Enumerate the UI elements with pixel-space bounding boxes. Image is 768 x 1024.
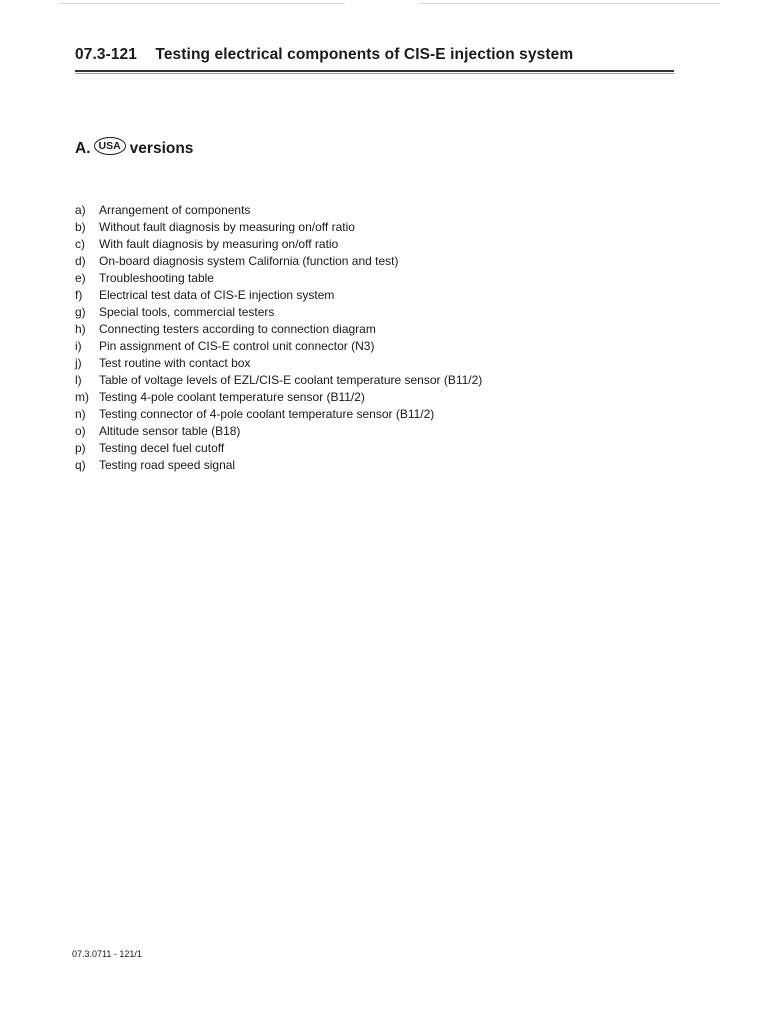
section-title: versions <box>129 140 194 157</box>
list-item-letter: m) <box>75 390 89 404</box>
list-item <box>75 440 482 457</box>
list-item-text: Testing 4-pole coolant temperature sensor (B11/2) <box>99 390 365 404</box>
list-item-letter: a) <box>75 203 86 217</box>
list-item-text: On-board diagnosis system California (function and test) <box>99 254 399 268</box>
list-item <box>75 321 482 338</box>
section-prefix: A. <box>75 140 91 157</box>
list-item-text: With fault diagnosis by measuring on/off ratio <box>99 237 339 251</box>
list-item-letter: f) <box>75 288 83 302</box>
list-item-text: Arrangement of components <box>99 203 251 217</box>
list-item <box>75 338 482 355</box>
table-of-contents <box>75 202 482 474</box>
header-divider <box>75 70 674 72</box>
list-item-text: Electrical test data of CIS-E injection system <box>99 288 335 302</box>
list-item-letter: n) <box>75 407 86 421</box>
list-item <box>75 219 482 236</box>
list-item-letter: p) <box>75 441 86 455</box>
list-item <box>75 304 482 321</box>
list-item-text: Testing connector of 4-pole coolant temperature sensor (B11/2) <box>99 407 435 421</box>
list-item <box>75 423 482 440</box>
list-item-letter: o) <box>75 424 86 438</box>
page-header <box>75 46 675 64</box>
list-item-letter: i) <box>75 339 82 353</box>
list-item <box>75 253 482 270</box>
list-item-text: Connecting testers according to connection diagram <box>99 322 376 336</box>
list-item-letter: e) <box>75 271 86 285</box>
list-item-letter: d) <box>75 254 86 268</box>
list-item <box>75 236 482 253</box>
list-item <box>75 287 482 304</box>
list-item-text: Pin assignment of CIS-E control unit connector (N3) <box>99 339 375 353</box>
list-item-letter: g) <box>75 305 86 319</box>
list-item <box>75 406 482 423</box>
list-item-letter: l) <box>75 373 82 387</box>
list-item-text: Without fault diagnosis by measuring on/off ratio <box>99 220 355 234</box>
list-item <box>75 202 482 219</box>
list-item-text: Special tools, commercial testers <box>99 305 275 319</box>
section-heading <box>75 140 193 158</box>
list-item <box>75 457 482 474</box>
usa-badge-icon: USA <box>94 137 126 155</box>
list-item <box>75 270 482 287</box>
list-item-text: Testing decel fuel cutoff <box>99 441 225 455</box>
list-item-letter: j) <box>75 356 82 370</box>
list-item-text: Test routine with contact box <box>99 356 251 370</box>
list-item-letter: b) <box>75 220 86 234</box>
list-item-letter: q) <box>75 458 86 472</box>
page-footer-ref: 07.3.0711 - 121/1 <box>72 949 142 959</box>
list-item-text: Troubleshooting table <box>99 271 214 285</box>
list-item-letter: h) <box>75 322 86 336</box>
list-item-text: Altitude sensor table (B18) <box>99 424 241 438</box>
list-item <box>75 389 482 406</box>
list-item <box>75 372 482 389</box>
page-title: Testing electrical components of CIS-E injection system <box>155 46 574 63</box>
list-item-letter: c) <box>75 237 85 251</box>
list-item-text: Table of voltage levels of EZL/CIS-E coolant temperature sensor (B11/2) <box>99 373 483 387</box>
top-scan-rule-right <box>420 3 720 4</box>
list-item <box>75 355 482 372</box>
top-scan-rule-left <box>60 3 345 4</box>
section-code: 07.3-121 <box>75 46 137 63</box>
header-divider-thin <box>75 73 674 74</box>
list-item-text: Testing road speed signal <box>99 458 236 472</box>
